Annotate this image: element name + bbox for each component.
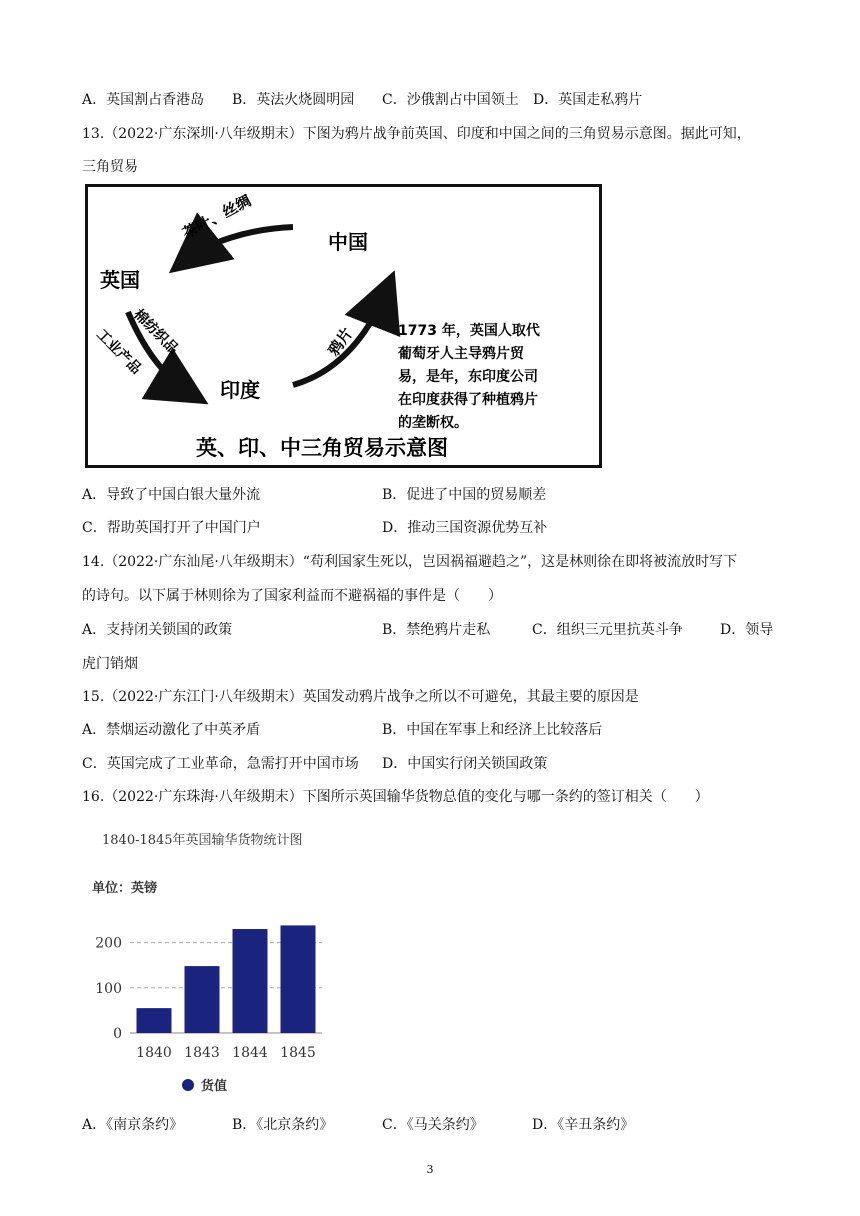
diagram-note-line3: 易，是年，东印度公司 xyxy=(398,369,538,385)
q12-option-a: A．英国割占香港岛 xyxy=(82,92,205,108)
q14-option-b: B．禁绝鸦片走私 xyxy=(382,622,491,638)
q16-option-c: C．《马关条约》 xyxy=(382,1117,484,1133)
q13-option-b: B．促进了中国的贸易顺差 xyxy=(382,487,547,503)
label-china: 中国 xyxy=(328,230,368,254)
label-textile: 棉纺织品 xyxy=(130,306,182,358)
triangle-trade-diagram xyxy=(85,184,602,468)
q14-option-d: D．领导 xyxy=(720,622,774,638)
q15-option-b: B．中国在军事上和经济上比较落后 xyxy=(382,722,603,738)
q13-stem-line2: 三角贸易 xyxy=(82,159,138,175)
bar-1844 xyxy=(233,929,268,1033)
x-tick-label: 1845 xyxy=(280,1045,316,1061)
legend-marker xyxy=(182,1079,194,1091)
x-tick-label: 1840 xyxy=(136,1045,172,1061)
y-tick-label: 100 xyxy=(95,980,122,997)
x-tick-label: 1844 xyxy=(232,1045,268,1061)
label-tea-silk: 茶叶、丝绸 xyxy=(179,191,255,243)
diagram-note-line5: 的垄断权。 xyxy=(398,415,468,431)
q16-option-a: A．《南京条约》 xyxy=(82,1117,184,1133)
q13-stem-line1: 13.（2022·广东深圳·八年级期末）下图为鸦片战争前英国、印度和中国之间的三角贸易示意图。据此可知， xyxy=(82,126,751,142)
chart-bars xyxy=(137,925,316,1033)
q13-option-d: D．推动三国资源优势互补 xyxy=(382,520,548,536)
legend-label: 货值 xyxy=(201,1079,228,1094)
q12-option-d: D．英国走私鸦片 xyxy=(533,92,643,108)
y-tick-label: 0 xyxy=(113,1026,122,1042)
q15-option-c: C．英国完成了工业革命，急需打开中国市场 xyxy=(82,756,359,772)
label-britain: 英国 xyxy=(100,268,140,292)
diagram-caption: 英、印、中三角贸易示意图 xyxy=(196,436,448,460)
q14-stem-line2: 的诗句。以下属于林则徐为了国家利益而不避祸福的事件是（ ） xyxy=(82,588,502,604)
diagram-note-line1: 1773 年，英国人取代 xyxy=(398,323,540,339)
chart-y-tick-labels xyxy=(95,936,122,1042)
bar-1840 xyxy=(137,1008,172,1033)
label-opium: 鸦片 xyxy=(324,324,357,360)
label-india: 印度 xyxy=(220,378,260,402)
q16-stem: 16.（2022·广东珠海·八年级期末）下图所示英国输华货物总值的变化与哪一条约的签订相关（ ） xyxy=(82,789,709,805)
q12-option-c: C．沙俄割占中国领土 xyxy=(382,92,519,108)
export-bar-chart xyxy=(90,825,370,1100)
q15-option-d: D．中国实行闭关锁国政策 xyxy=(382,756,548,772)
chart-title: 1840-1845年英国输华货物统计图 xyxy=(102,833,303,848)
chart-unit-label: 单位：英镑 xyxy=(92,881,158,896)
q16-option-d: D．《辛丑条约》 xyxy=(532,1117,635,1133)
page-number: 3 xyxy=(426,1163,434,1176)
q16-option-b: B．《北京条约》 xyxy=(232,1117,334,1133)
y-tick-label: 200 xyxy=(95,935,122,952)
chart-x-tick-labels xyxy=(136,1045,316,1061)
q12-option-b: B．英法火烧圆明园 xyxy=(232,92,355,108)
bar-1845 xyxy=(281,925,316,1033)
bar-1843 xyxy=(185,966,220,1033)
label-industrial: 工业产品 xyxy=(93,326,145,378)
q15-stem: 15.（2022·广东江门·八年级期末）英国发动鸦片战争之所以不可避免，其最主要的原因是 xyxy=(82,689,639,705)
diagram-note-line2: 葡萄牙人主导鸦片贸 xyxy=(398,346,524,362)
q14-option-d-cont: 虎门销烟 xyxy=(82,656,138,672)
diagram-note-line4: 在印度获得了种植鸦片 xyxy=(398,392,538,408)
q13-option-a: A．导致了中国白银大量外流 xyxy=(82,487,261,503)
q15-option-a: A．禁烟运动激化了中英矛盾 xyxy=(82,722,261,738)
x-tick-label: 1843 xyxy=(184,1045,220,1061)
q14-option-a: A．支持闭关锁国的政策 xyxy=(82,622,233,638)
q14-option-c: C．组织三元里抗英斗争 xyxy=(532,622,683,638)
q13-option-c: C．帮助英国打开了中国门户 xyxy=(82,520,261,536)
q14-stem-line1: 14.（2022·广东汕尾·八年级期末）“苟利国家生死以，岂因祸福避趋之”，这是林则徐在即将被流放时写下 xyxy=(82,554,738,570)
